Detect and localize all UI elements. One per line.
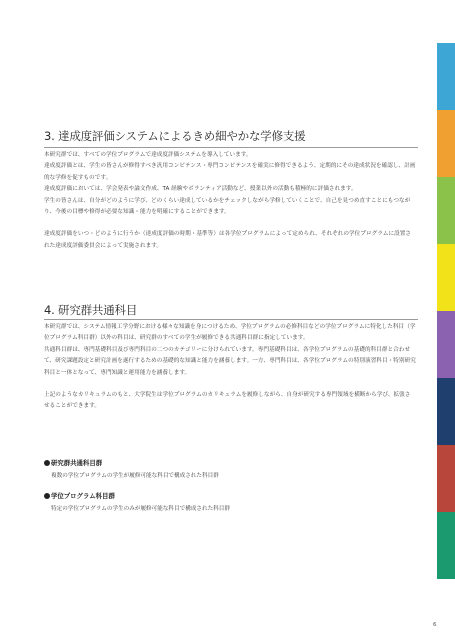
tab-navy [437,378,455,445]
group-heading-program [44,491,115,500]
section3-para-1: 本研究群では、すべての学位プログラムで達成度評価システムを導入しています。 [44,152,252,158]
tab-purple [437,311,455,378]
tab-teal [437,512,455,579]
color-index-tabs [437,43,455,579]
tab-blue [437,43,455,110]
page-number: 6 [433,622,437,628]
section3-rule [44,147,418,148]
group-title-program: 学位プログラム科目群 [51,492,115,500]
group-desc-common: 複数の学位プログラムの学生が履修可能な科目で構成された科目群 [51,473,219,479]
section4-para-2: 共通科目群は、専門基礎科目及び専門科目の二つのカテゴリーに分けられています。専門基礎科目は、各学位プログラムの基礎的科目群と合わせて、研究課題設定と研究計画を遂行するための基礎的な知識と能力を涵養します。一方、専門科目は、各学位プログラムの特別演習科目・特別研究科目と一体となって、専門知識と運用能力を涵養します。 [44,346,416,376]
section4-title: 4. 研究群共通科目 [44,303,138,317]
bullet-icon [44,493,50,499]
section3-body [44,150,416,252]
section4-body [44,322,416,413]
tab-green [437,177,455,244]
section3-para-2: 達成度評価とは、学生の皆さんが修得すべき汎用コンピテンス・専門コンピテンスを確実に修得できるよう、定期的にその達成状況を確認し、計画的な学修を促すものです。 [44,163,416,181]
section3-title: 3. 達成度評価システムによるきめ細やかな学修支援 [44,129,306,143]
group-heading-common [44,458,102,467]
section4-para-1: 本研究群では、システム情報工学分野における様々な知識を身につけるため、学位プログラムの必修科目などの学位プログラムに特化した科目（学位プログラム科目群）以外の科目は、研究群のすべての学生が履修できる共通科目群に指定しています。 [44,324,416,342]
section3-para-5: 達成度評価をいつ・どのように行うか（達成度評価の時期・基準等）は各学位プログラムによって定められ、それぞれの学位プログラムに設置された達成度評価委員会によって実施されます。 [44,231,412,249]
group-desc-program: 特定の学位プログラムの学生のみが履修可能な科目で構成された科目群 [51,506,230,512]
group-title-common: 研究群共通科目群 [51,459,103,467]
section4-para-3: 上記のようなカリキュラムのもと、大学院生は学位プログラムのカリキュラムを履修しながら、自身が研究する専門領域を横断から学び、拡張させることができます。 [44,392,411,410]
tab-yellow [437,244,455,311]
tab-red [437,445,455,512]
section3-para-3: 達成度評価においては、学会発表や論文作成、TA 経験やボランティア活動など、授業以外の活動も積極的に評価されます。 [44,186,357,193]
bullet-icon [44,460,50,466]
section4-rule [44,319,418,320]
section3-para-4: 学生の皆さんは、自分がどのように学び、どのくらい達成しているかをチェックしながら学修していくことで、自己を見つめ直すことにもつながり、今後の目標や修得が必要な知識・能力を明確にすることができます。 [44,197,411,216]
tab-orange [437,110,455,177]
